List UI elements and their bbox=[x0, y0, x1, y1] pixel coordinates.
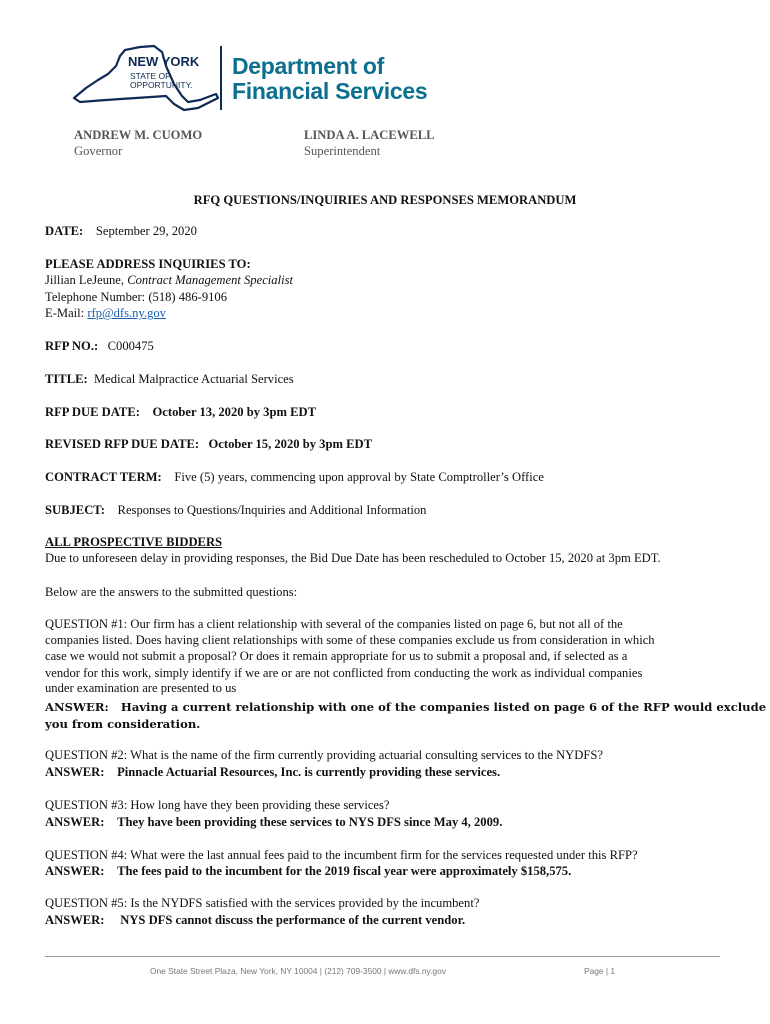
logo-dept-line1: Department of bbox=[232, 53, 385, 79]
footer-divider bbox=[45, 956, 720, 957]
subject-value: Responses to Questions/Inquiries and Additional Information bbox=[117, 503, 427, 517]
answer-2 bbox=[45, 765, 500, 780]
bidders-text: Due to unforeseen delay in providing responses, the Bid Due Date has been rescheduled to October 15, 2020 at 3pm EDT. bbox=[45, 551, 661, 565]
revised-label: REVISED RFP DUE DATE: bbox=[45, 437, 200, 451]
title-label: TITLE: bbox=[45, 372, 88, 386]
contact-phone: Telephone Number: (518) 486-9106 bbox=[45, 290, 228, 304]
logo-dept-line2: Financial Services bbox=[232, 78, 428, 104]
answer-1 bbox=[45, 699, 766, 733]
superintendent-title: Superintendent bbox=[304, 144, 381, 158]
question-1-line: companies listed. Does having client relationships with some of these companies exclude us from consideration in which bbox=[45, 633, 655, 648]
question-3: QUESTION #3: How long have they been providing these services? bbox=[45, 798, 390, 812]
answer-4 bbox=[45, 864, 571, 879]
title-row bbox=[45, 372, 294, 387]
subject-label: SUBJECT: bbox=[45, 503, 105, 517]
nys-dfs-logo bbox=[70, 42, 440, 114]
term-row bbox=[45, 470, 544, 485]
inquiries-label: PLEASE ADDRESS INQUIRIES TO: bbox=[45, 257, 251, 271]
answer-3-text: They have been providing these services to NYS DFS since May 4, 2009. bbox=[117, 815, 503, 829]
logo-state-line3: OPPORTUNITY. bbox=[130, 80, 193, 90]
revised-due-row bbox=[45, 437, 372, 452]
memo-title: RFQ QUESTIONS/INQUIRIES AND RESPONSES MEMORANDUM bbox=[193, 193, 577, 207]
date-label: DATE: bbox=[45, 224, 84, 238]
answer-5 bbox=[45, 913, 465, 928]
due-value: October 13, 2020 by 3pm EDT bbox=[152, 405, 317, 419]
rfp-no-row bbox=[45, 339, 154, 354]
question-2: QUESTION #2: What is the name of the firm currently providing actuarial consulting services to the NYDFS? bbox=[45, 748, 603, 762]
footer-page-number: Page | 1 bbox=[584, 966, 616, 976]
term-value: Five (5) years, commencing upon approval by State Comptroller’s Office bbox=[174, 470, 544, 484]
question-5: QUESTION #5: Is the NYDFS satisfied with the services provided by the incumbent? bbox=[45, 896, 480, 910]
rfp-no-label: RFP NO.: bbox=[45, 339, 99, 353]
question-1-line: vendor for this work, simply identify if we are or are not conflicted from conducting the work as individual companies bbox=[45, 665, 643, 680]
due-label: RFP DUE DATE: bbox=[45, 405, 140, 419]
question-4: QUESTION #4: What were the last annual fees paid to the incumbent firm for the services requested under this RFP? bbox=[45, 848, 638, 862]
answer-2-text: Pinnacle Actuarial Resources, Inc. is currently providing these services. bbox=[117, 765, 501, 779]
rfp-no-value: C000475 bbox=[107, 339, 154, 353]
contact-email-row bbox=[45, 306, 166, 321]
bidders-heading: ALL PROSPECTIVE BIDDERS bbox=[45, 535, 223, 549]
answer-4-text: The fees paid to the incumbent for the 2019 fiscal year were approximately $158,575. bbox=[117, 864, 572, 878]
answer-label: ANSWER: bbox=[45, 913, 105, 927]
logo-state-line2: STATE OF bbox=[130, 71, 171, 81]
intro-text: Below are the answers to the submitted questions: bbox=[45, 585, 298, 599]
subject-row bbox=[45, 503, 426, 518]
question-1-line: case we would not submit a proposal? Or does it remain appropriate for us to submit a proposal and, if selected as a bbox=[45, 649, 628, 664]
answer-1-line2: you from consideration. bbox=[45, 717, 201, 731]
answer-label: ANSWER: bbox=[45, 765, 105, 779]
due-row bbox=[45, 405, 316, 420]
date-row bbox=[45, 224, 197, 239]
answer-5-text: NYS DFS cannot discuss the performance of the current vendor. bbox=[120, 913, 466, 927]
answer-3 bbox=[45, 815, 502, 830]
footer-address: One State Street Plaza, New York, NY 10004 | (212) 709-3500 | www.dfs.ny.gov bbox=[150, 966, 446, 976]
question-1-line: under examination are presented to us bbox=[45, 680, 237, 695]
inquiries-contact bbox=[45, 273, 293, 288]
email-label: E-Mail: bbox=[45, 306, 88, 320]
revised-value: October 15, 2020 by 3pm EDT bbox=[208, 437, 373, 451]
question-1-line: QUESTION #1: Our firm has a client relationship with several of the companies listed on page 6, but not all of the bbox=[45, 617, 623, 631]
answer-1-line1: Having a current relationship with one of the companies listed on page 6 of the RFP would exclude bbox=[120, 700, 767, 714]
email-link[interactable]: rfp@dfs.ny.gov bbox=[87, 306, 166, 320]
answer-label: ANSWER: bbox=[45, 815, 105, 829]
contact-name: Jillian LeJeune, bbox=[45, 273, 128, 287]
governor-name: ANDREW M. CUOMO bbox=[74, 128, 203, 142]
governor-title: Governor bbox=[74, 144, 123, 158]
term-label: CONTRACT TERM: bbox=[45, 470, 162, 484]
logo-state-line1: NEW YORK bbox=[128, 54, 200, 69]
contact-role: Contract Management Specialist bbox=[127, 273, 293, 287]
answer-label: ANSWER: bbox=[45, 700, 109, 714]
question-1 bbox=[45, 616, 655, 695]
answer-label: ANSWER: bbox=[45, 864, 105, 878]
logo-divider bbox=[220, 46, 222, 110]
superintendent-name: LINDA A. LACEWELL bbox=[304, 128, 435, 142]
title-value: Medical Malpractice Actuarial Services bbox=[94, 372, 294, 386]
date-value: September 29, 2020 bbox=[95, 224, 197, 238]
